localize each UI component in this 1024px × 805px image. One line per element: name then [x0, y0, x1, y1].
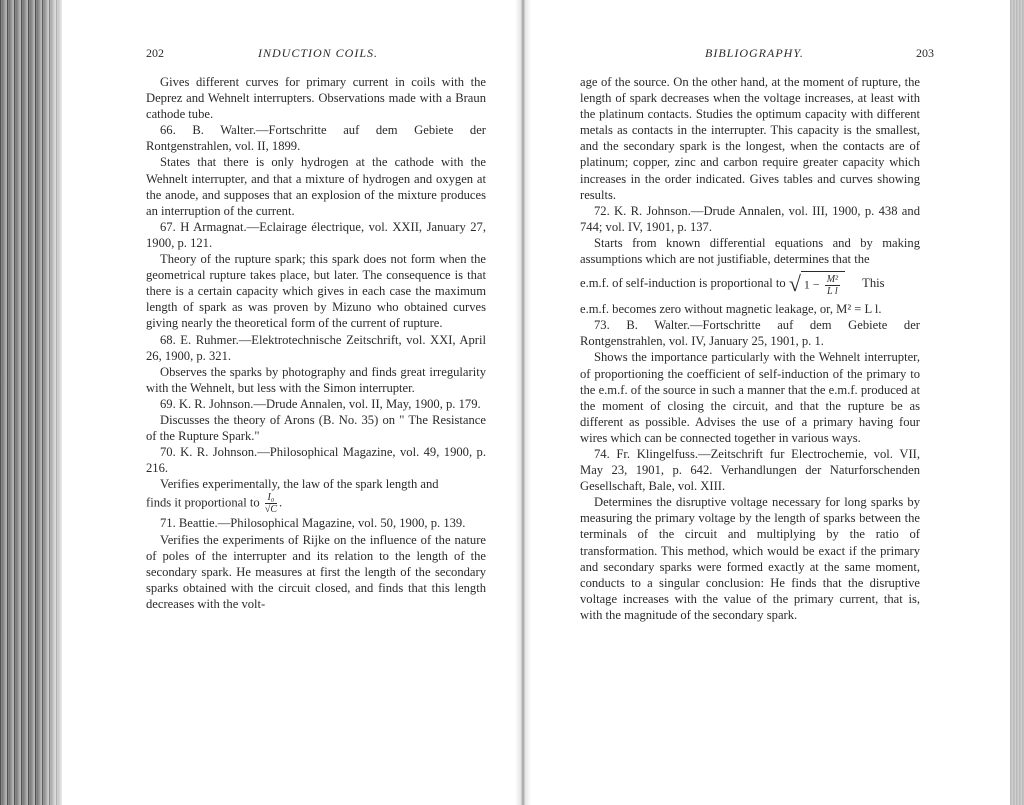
left-page-header: [146, 46, 486, 64]
paragraph: Observes the sparks by photography and finds great irregularity with the Wehnelt, but less with the Simon interrupter.: [146, 364, 486, 395]
edge-shadow: [40, 0, 70, 805]
formula-radicand: [801, 271, 845, 297]
bibliography-entry: 67. H Armagnat.—Eclairage électrique, vol. XXII, January 27, 1900, p. 121.: [146, 219, 486, 250]
paragraph: Shows the importance particularly with the Wehnelt interrupter, of proportioning the coefficient of self-induction of the primary to the e.m.f. of the source in such a manner that the e.m.f. produced at the moment of closing the circuit, and that the rupture be as different as possible. Advises the use of a primary having four wires which can be connected together in various ways.: [580, 350, 920, 445]
formula-fraction: [265, 492, 277, 515]
running-head: BIBLIOGRAPHY.: [705, 46, 804, 60]
paragraph: Determines the disruptive voltage necessary for long sparks by measuring the primary voltage by the length of sparks between the terminals of the circuit and multiplying by the ratio of transformation. This method, which would be exact if the primary and secondary sparks were formed exactly at the same moment, conducts to a singular conclusion: He finds that the disruptive voltage increases with the value of the primary current, that is, with the magnitude of the secondary spark.: [580, 495, 920, 622]
square-root-sign: √: [788, 271, 801, 297]
paragraph: age of the source. On the other hand, at the moment of rupture, the length of spark decreases when the voltage increases, at least with the platinum contacts. Studies the optimum capacity with different metals as contacts in the interrupter. This capacity is the smallest, and the secondary spark is the longest, when the contacts are of platinum; copper, zinc and carbon require greater capacity which increases in the order indicated. Gives tables and curves showing results.: [580, 75, 920, 202]
bibliography-entry: 71. Beattie.—Philosophical Magazine, vol. 50, 1900, p. 139.: [160, 516, 466, 531]
formula-lead-text: e.m.f. of self-induction is proportional to: [580, 276, 786, 291]
formula-fraction: [825, 274, 840, 297]
formula-trailing-text: This: [862, 276, 885, 291]
bibliography-entry: 73. B. Walter.—Fortschritte auf dem Gebiete der Rontgenstrahlen, vol. IV, January 25, 1901, p. 1.: [580, 318, 920, 349]
page-number: 203: [916, 46, 934, 60]
left-page: [146, 46, 486, 612]
formula-line: [580, 271, 920, 297]
paragraph: Verifies experimentally, the law of the spark length and: [160, 477, 439, 492]
formula-numerator: I₀: [265, 492, 277, 504]
bibliography-entry: 68. E. Ruhmer.—Elektrotechnische Zeitschrift, vol. XXI, April 26, 1900, p. 321.: [146, 332, 486, 363]
formula-denominator: L l: [827, 286, 838, 298]
bibliography-entry: 66. B. Walter.—Fortschritte auf dem Gebiete der Rontgenstrahlen, vol. II, 1899.: [146, 123, 486, 154]
book-gutter: [515, 0, 531, 805]
bibliography-entry: 69. K. R. Johnson.—Drude Annalen, vol. II, May, 1900, p. 179.: [160, 396, 481, 411]
formula-denominator: √C: [264, 504, 278, 516]
formula-one-minus: 1 −: [803, 277, 820, 292]
left-page-body: [146, 74, 486, 612]
paragraph: Gives different curves for primary current in coils with the Deprez and Wehnelt interrupters. Observations made with a Braun cathode tube.: [146, 75, 486, 122]
formula-lead-text: finds it proportional to: [146, 495, 260, 510]
bibliography-entry: 74. Fr. Klingelfuss.—Zeitschrift fur Electrochemie, vol. VII, May 23, 1901, p. 642. Verhandlungen der Naturforschenden Gesellschaft, Bale, vol. XIII.: [580, 446, 920, 494]
paragraph: e.m.f. becomes zero without magnetic leakage, or, M² = L l.: [580, 302, 882, 317]
right-page: [580, 46, 934, 623]
book-edge-right: [1010, 0, 1024, 805]
paragraph: Theory of the rupture spark; this spark does not form when the geometrical rupture takes place, but later. The consequence is that there is a certain capacity which gives in each case the maximum length of spark as was proven by Mizuno who obtained curves giving nearly the theoretical form of the current of rupture.: [146, 252, 486, 331]
formula-numerator: M²: [826, 274, 839, 286]
bibliography-entry: 72. K. R. Johnson.—Drude Annalen, vol. III, 1900, p. 438 and 744; vol. IV, 1901, p. 137.: [580, 203, 920, 234]
page-number: 202: [146, 46, 164, 60]
right-page-header: [580, 46, 934, 64]
paragraph: States that there is only hydrogen at the cathode with the Wehnelt interrupter, and that a mixture of hydrogen and oxygen at the anode, and supposes that an explosion of the mixture produces an interruption of the current.: [146, 155, 486, 218]
paragraph: Starts from known differential equations and by making assumptions which are not justifiable, determines that the: [580, 235, 920, 267]
paragraph: Discusses the theory of Arons (B. No. 35) on " The Resistance of the Rupture Spark.": [146, 412, 486, 444]
bibliography-entry: 70. K. R. Johnson.—Philosophical Magazine, vol. 49, 1900, p. 216.: [146, 445, 486, 476]
right-page-body: [580, 74, 920, 623]
paragraph: Verifies the experiments of Rijke on the influence of the nature of poles of the interrupter and its relation to the length of the secondary spark. He measures at first the length of the secondary sparks obtained with the circuit closed, and finds that this length decreases with the volt-: [146, 532, 486, 611]
formula-line: finds it proportional to $\frac{\text{I₀}}{√C}$ .: [146, 492, 283, 516]
running-head: INDUCTION COILS.: [258, 46, 379, 60]
